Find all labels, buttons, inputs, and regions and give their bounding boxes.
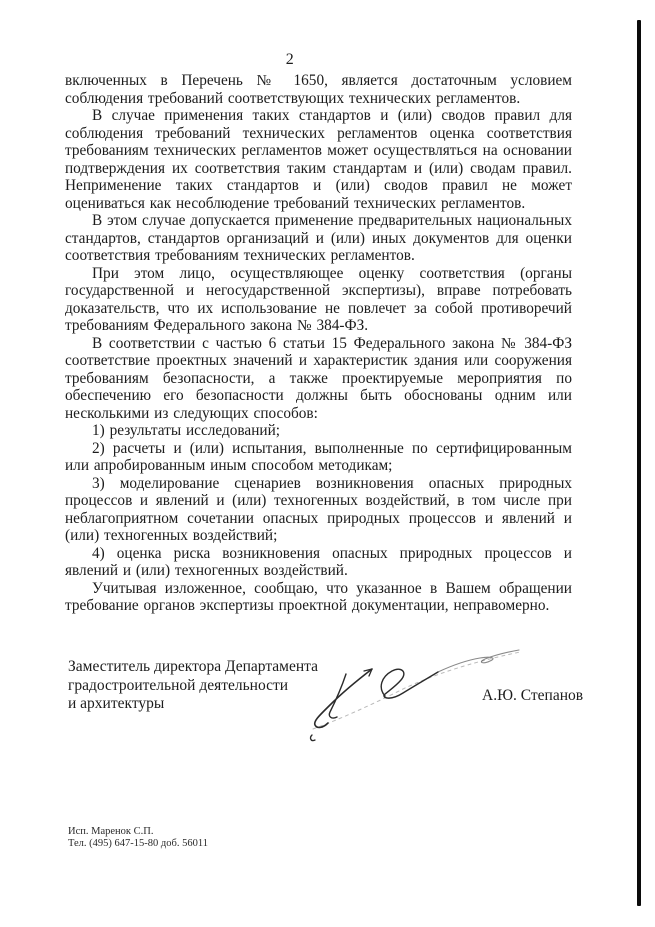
paragraph: В случае применения таких стандартов и (или) сводов правил для соблюдения требований технических регламентов оценка соответствия требованиям технических регламентов может осуществляться на основании подтверждения их соответствия таким стандартам и (или) сводам правил. Неприменение таких стандартов и (или) сводов правил не может оцениваться как несоблюдение требований технических регламентов.	[65, 107, 572, 212]
list-item: 4) оценка риска возникновения опасных природных процессов и явлений и (или) техногенных воздействий.	[65, 544, 572, 579]
signer-position-line: Заместитель директора Департамента	[68, 658, 318, 675]
document-body	[65, 72, 572, 615]
signer-position	[68, 658, 318, 714]
paragraph: Учитывая изложенное, сообщаю, что указанное в Вашем обращении требование органов экспертизы проектной документации, неправомерно.	[65, 579, 572, 614]
list-item: 1) результаты исследований;	[92, 422, 281, 439]
phone-line: Тел. (495) 647-15-80 доб. 56011	[68, 838, 208, 849]
executor-line: Исп. Маренок С.П.	[68, 826, 154, 837]
page-number: 2	[285, 51, 295, 68]
signer-name: А.Ю. Степанов	[482, 687, 584, 704]
paragraph: включенных в Перечень № 1650, является достаточным условием соблюдения требований соответствующих технических регламентов.	[65, 72, 572, 107]
paragraph: При этом лицо, осуществляющее оценку соответствия (органы государственной и негосударственной экспертизы), вправе потребовать доказательств, что их использование не повлечет за собой противоречий требованиям Федерального закона № 384-ФЗ.	[65, 264, 572, 334]
signer-position-line: и архитектуры	[68, 695, 165, 712]
list-item: 3) моделирование сценариев возникновения опасных природных процессов и явлений и (или) техногенных воздействий, в том числе при неблагоприятном сочетании опасных природных процессов и явлений и (или) техногенных воздействий;	[65, 474, 572, 544]
signer-position-line: градостроительной деятельности	[68, 676, 289, 694]
paragraph: В соответствии с частью 6 статьи 15 Федерального закона № 384-ФЗ соответствие проектных значений и характеристик здания или сооружения требованиям безопасности, а также проектируемые мероприятия по обеспечению его безопасности должны быть обоснованы одним или несколькими из следующих способов:	[65, 334, 572, 422]
paragraph: В этом случае допускается применение предварительных национальных стандартов, стандартов организаций и (или) иных документов для оценки соответствия требованиям технических регламентов.	[65, 212, 572, 264]
executor-footer	[68, 826, 208, 850]
scan-edge-line	[637, 20, 641, 906]
list-item: 2) расчеты и (или) испытания, выполненные по сертифицированным или апробированным иным способом методикам;	[65, 439, 572, 474]
